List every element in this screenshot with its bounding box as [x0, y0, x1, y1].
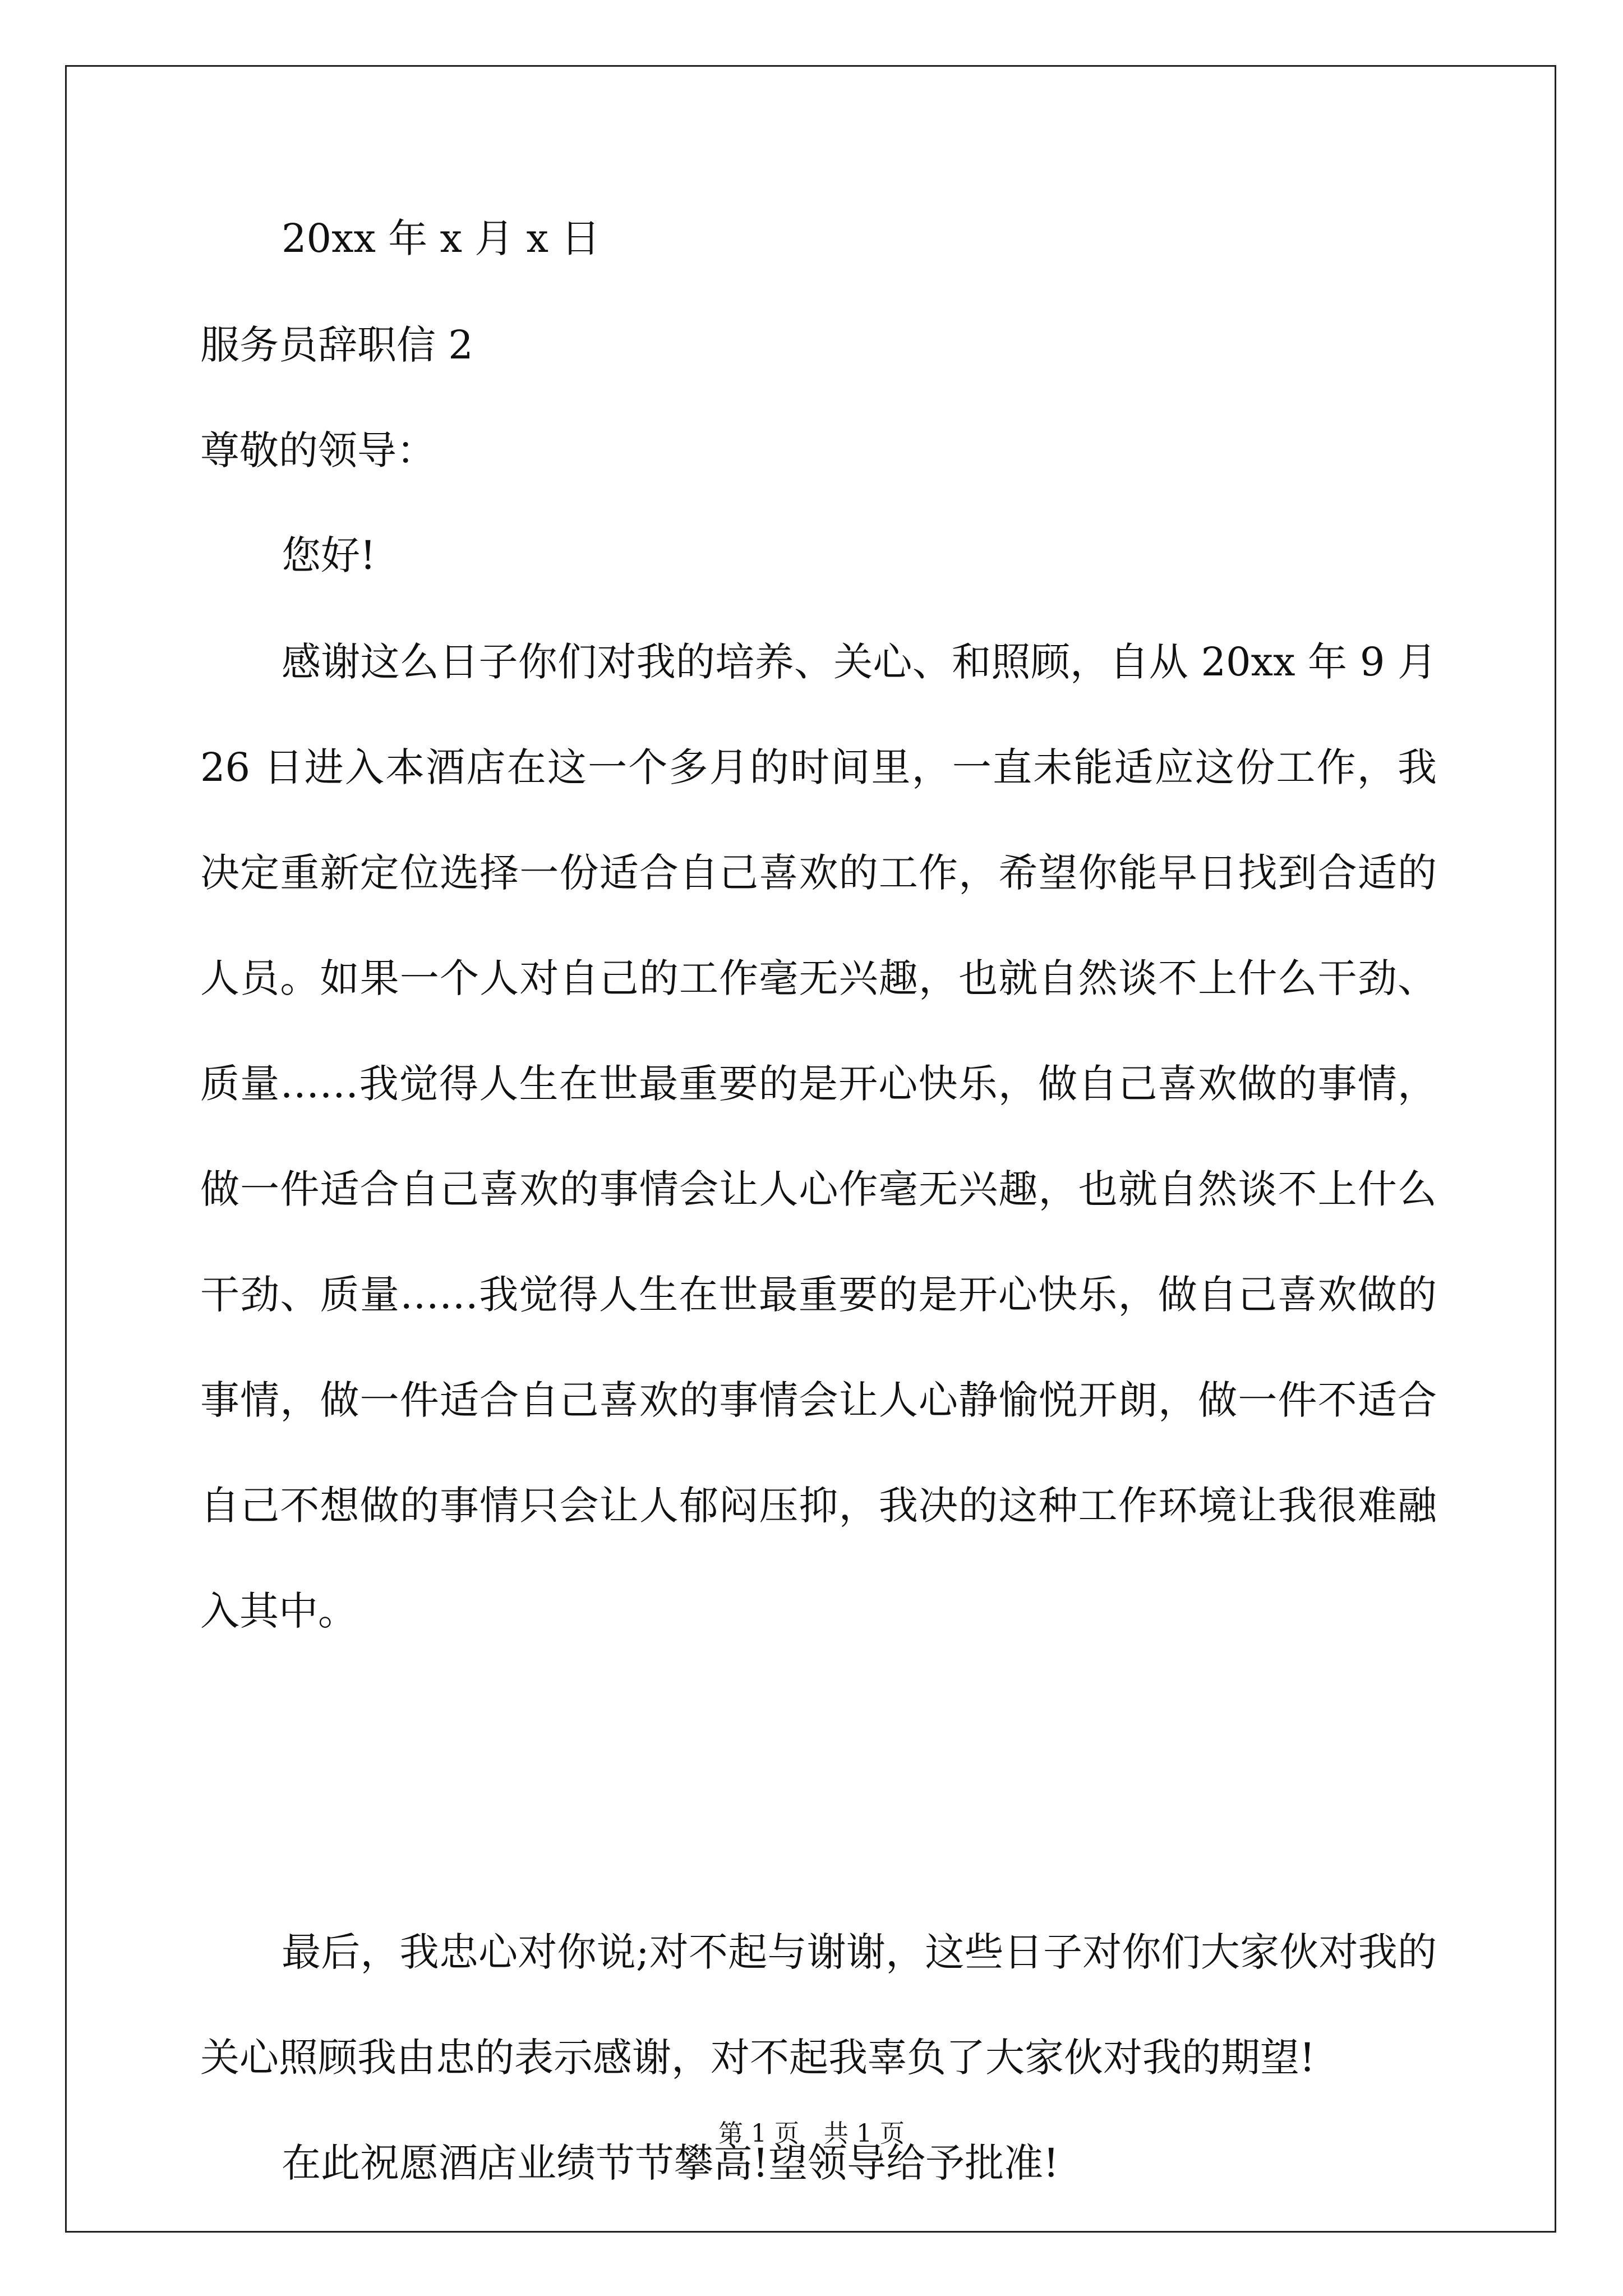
paragraph-main: 感谢这么日子你们对我的培养、关心、和照顾，自从 20xx 年 9 月 26 日进入本酒店在这一个多月的时间里，一直未能适应这份工作，我决定重新定位选择一份适合自己喜欢的工作，希望你能早日找到合适的人员。如果一个人对自己的工作毫无兴趣，也就自然谈不上什么干劲、质量……我觉得人生在世最重要的是开心快乐，做自己喜欢做的事情，做一件适合自己喜欢的事情会让人心作毫无兴趣，也就自然谈不上什么干劲、质量……我觉得人生在世最重要的是开心快乐，做自己喜欢做的事情，做一件适合自己喜欢的事情会让人心静愉悦开朗，做一件不适合自己不想做的事情只会让人郁闷压抑，我决的这种工作环境让我很难融入其中。: [200, 639, 1437, 1634]
paragraph-wishes: 在此祝愿酒店业绩节节攀高!望领导给予批准!: [282, 2140, 1059, 2186]
page-footer: 第 1 页 共 1 页: [718, 2119, 905, 2148]
letter-title: 服务员辞职信 2: [200, 322, 473, 368]
letter-salutation: 尊敬的领导：: [200, 427, 436, 473]
letter-hello: 您好!: [282, 532, 376, 578]
letter-date: 20xx 年 x 月 x 日: [282, 215, 601, 261]
paragraph-closing: 最后，我忠心对你说;对不起与谢谢，这些日子对你们大家伙对我的关心照顾我由忠的表示感谢，对不起我辜负了大家伙对我的期望!: [200, 1929, 1437, 2081]
